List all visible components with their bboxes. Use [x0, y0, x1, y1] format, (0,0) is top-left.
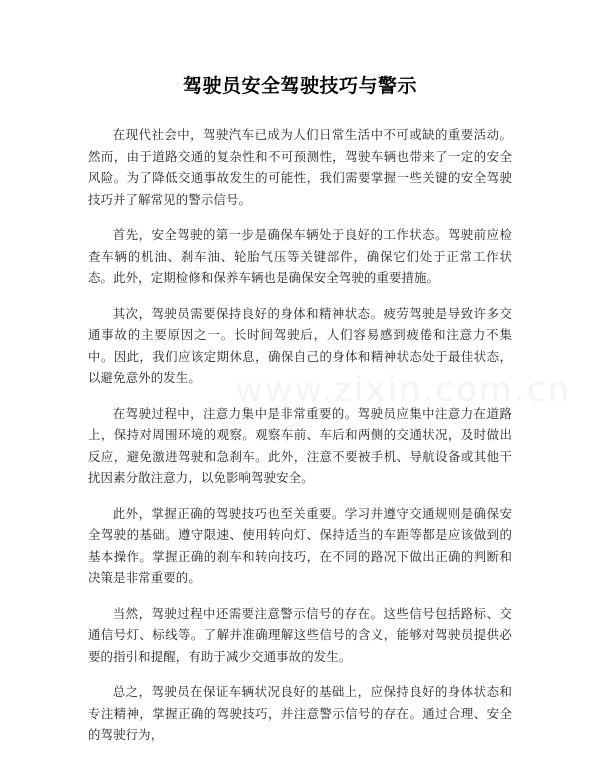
paragraph-driver-state: 其次，驾驶员需要保持良好的身体和精神状态。疲劳驾驶是导致许多交通事故的主要原因之一。长时间驾驶后，人们容易感到疲倦和注意力不集中。因此，我们应该定期休息，确保自己的身体和精神状态处于最佳状态，以避免意外的发生。	[88, 305, 512, 385]
document-body	[88, 124, 512, 746]
paragraph-intro: 在现代社会中，驾驶汽车已成为人们日常生活中不可或缺的重要活动。然而，由于道路交通的复杂性和不可预测性，驾驶车辆也带来了一定的安全风险。为了降低交通事故发生的可能性，我们需要掌握一些关键的安全驾驶技巧并了解常见的警示信号。	[88, 127, 512, 207]
paragraph-summary: 总之，驾驶员在保证车辆状况良好的基础上，应保持良好的身体状态和专注精神，掌握正确的驾驶技巧，并注意警示信号的存在。通过合理、安全的驾驶行为，	[88, 684, 512, 742]
paragraph-driving-skills: 此外，掌握正确的驾驶技巧也至关重要。学习并遵守交通规则是确保安全驾驶的基础。遵守限速、使用转向灯、保持适当的车距等都是应该做到的基本操作。掌握正确的刹车和转向技巧，在不同的路况下做出正确的判断和决策是非常重要的。	[88, 505, 512, 585]
document-title: 驾驶员安全驾驶技巧与警示	[182, 75, 417, 97]
paragraph-vehicle-condition: 首先，安全驾驶的第一步是确保车辆处于良好的工作状态。驾驶前应检查车辆的机油、刹车油、轮胎气压等关键部件，确保它们处于正常工作状态。此外，定期检修和保养车辆也是确保安全驾驶的重要措施。	[88, 227, 512, 285]
paragraph-attention: 在驾驶过程中，注意力集中是非常重要的。驾驶员应集中注意力在道路上，保持对周围环境的观察。观察车前、车后和两侧的交通状况，及时做出反应，避免激进驾驶和急刹车。此外，注意不要被手机、导航设备或其他干扰因素分散注意力，以免影响驾驶安全。	[88, 405, 512, 485]
paragraph-warning-signals: 当然，驾驶过程中还需要注意警示信号的存在。这些信号包括路标、交通信号灯、标线等。了解并准确理解这些信号的含义，能够对驾驶员提供必要的指引和提醒，有助于减少交通事故的发生。	[88, 605, 512, 664]
watermark: www.zixin.com.cn	[235, 370, 571, 410]
